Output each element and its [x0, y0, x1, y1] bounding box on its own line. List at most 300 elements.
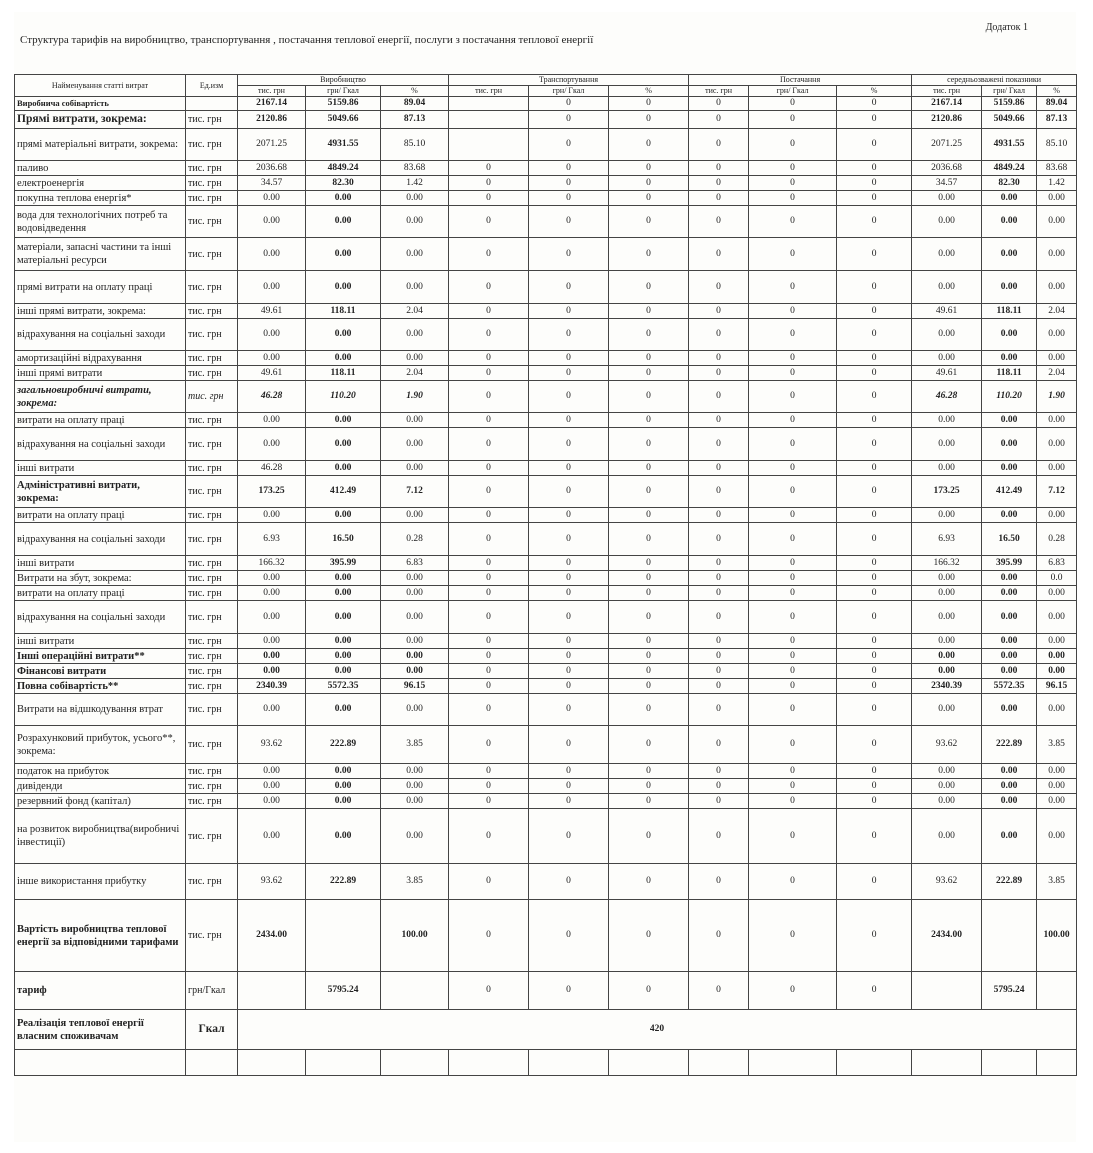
cell-value: 5795.24 — [982, 972, 1037, 1010]
cell-value: 0 — [609, 571, 689, 586]
cell-value: 82.30 — [982, 176, 1037, 191]
row-unit: тис. грн — [186, 726, 238, 764]
cell-value: 0 — [529, 694, 609, 726]
cell-value: 0.00 — [238, 664, 306, 679]
cell-value: 5159.86 — [982, 97, 1037, 111]
empty-cell — [749, 1050, 837, 1076]
cell-value: 0.00 — [1037, 238, 1077, 271]
cell-value: 412.49 — [982, 476, 1037, 508]
cell-value: 0 — [609, 319, 689, 351]
row-name: Розрахунковий прибуток, усього**, зокрема: — [15, 726, 186, 764]
cell-value: 0 — [609, 428, 689, 461]
cell-value: 0 — [837, 864, 912, 900]
cell-value: 0.00 — [238, 351, 306, 366]
cell-value: 0 — [609, 508, 689, 523]
row-name: Повна собівартість** — [15, 679, 186, 694]
cell-value: 0 — [837, 764, 912, 779]
cell-value: 173.25 — [238, 476, 306, 508]
table-row — [15, 97, 1077, 111]
cell-value: 0 — [449, 319, 529, 351]
realization-value: 420 — [238, 1010, 1077, 1050]
empty-cell — [609, 1050, 689, 1076]
cell-value: 2167.14 — [912, 97, 982, 111]
row-name: амортизаційні відрахування — [15, 351, 186, 366]
cell-value: 0.00 — [238, 571, 306, 586]
cell-value: 0.00 — [381, 508, 449, 523]
cell-value: 222.89 — [306, 864, 381, 900]
cell-value: 4849.24 — [306, 161, 381, 176]
cell-value: 166.32 — [912, 556, 982, 571]
cell-value: 0 — [449, 161, 529, 176]
cell-value: 0.00 — [982, 649, 1037, 664]
cell-value: 0 — [529, 634, 609, 649]
table-row — [15, 111, 1077, 129]
tariff-table — [14, 74, 1077, 1076]
cell-value: 1.42 — [381, 176, 449, 191]
empty-cell — [15, 1050, 186, 1076]
cell-value: 2120.86 — [238, 111, 306, 129]
cell-value: 96.15 — [381, 679, 449, 694]
sub-p: % — [381, 86, 449, 97]
cell-value: 0 — [749, 129, 837, 161]
cell-value: 0.00 — [381, 319, 449, 351]
cell-value: 0 — [529, 191, 609, 206]
cell-value: 0 — [449, 428, 529, 461]
table-row — [15, 649, 1077, 664]
cell-value: 0 — [609, 972, 689, 1010]
cell-value: 0 — [689, 571, 749, 586]
cell-value: 0 — [449, 191, 529, 206]
row-name: на розвиток виробництва(виробничі інвестиції) — [15, 809, 186, 864]
cell-value: 0 — [529, 601, 609, 634]
cell-value: 46.28 — [238, 381, 306, 413]
cell-value — [381, 972, 449, 1010]
cell-value: 0.00 — [306, 206, 381, 238]
table-row — [15, 571, 1077, 586]
cell-value: 0 — [529, 679, 609, 694]
row-name: інші витрати — [15, 461, 186, 476]
cell-value: 0 — [449, 556, 529, 571]
row-name: матеріали, запасні частини та інші матеріальні ресурси — [15, 238, 186, 271]
empty-cell — [689, 1050, 749, 1076]
cell-value: 0 — [749, 381, 837, 413]
table-row — [15, 694, 1077, 726]
cell-value: 0 — [529, 571, 609, 586]
cell-value: 100.00 — [381, 900, 449, 972]
cell-value: 16.50 — [306, 523, 381, 556]
cell-value: 0 — [749, 972, 837, 1010]
cell-value: 0 — [609, 523, 689, 556]
cell-value: 0 — [749, 461, 837, 476]
header-production: Виробництво — [238, 75, 449, 86]
table-row — [15, 129, 1077, 161]
cell-value: 0 — [449, 601, 529, 634]
cell-value: 100.00 — [1037, 900, 1077, 972]
row-unit: тис. грн — [186, 586, 238, 601]
row-unit: тис. грн — [186, 649, 238, 664]
cell-value: 0 — [837, 271, 912, 304]
cell-value: 222.89 — [982, 726, 1037, 764]
cell-value: 0.00 — [381, 206, 449, 238]
cell-value: 0 — [609, 726, 689, 764]
cell-value: 0.00 — [912, 634, 982, 649]
cell-value: 0 — [837, 586, 912, 601]
cell-value: 0.00 — [1037, 634, 1077, 649]
cell-value: 2036.68 — [912, 161, 982, 176]
cell-value — [912, 972, 982, 1010]
cell-value: 0.00 — [381, 413, 449, 428]
cell-value: 96.15 — [1037, 679, 1077, 694]
cell-value: 0 — [837, 428, 912, 461]
cell-value: 0.00 — [982, 191, 1037, 206]
annex-label: Додаток 1 — [985, 22, 1028, 33]
cell-value: 0 — [837, 571, 912, 586]
cell-value: 5795.24 — [306, 972, 381, 1010]
cell-value: 0.00 — [381, 764, 449, 779]
cell-value: 0 — [749, 556, 837, 571]
cell-value: 0.00 — [1037, 319, 1077, 351]
cell-value: 0 — [837, 634, 912, 649]
cell-value: 2167.14 — [238, 97, 306, 111]
cell-value: 0.00 — [1037, 191, 1077, 206]
table-row — [15, 764, 1077, 779]
cell-value: 0 — [449, 864, 529, 900]
cell-value: 0 — [689, 476, 749, 508]
cell-value: 7.12 — [1037, 476, 1077, 508]
table-row — [15, 271, 1077, 304]
cell-value: 0 — [749, 809, 837, 864]
row-unit: тис. грн — [186, 794, 238, 809]
cell-value: 89.04 — [1037, 97, 1077, 111]
empty-cell — [982, 1050, 1037, 1076]
cell-value: 0 — [837, 413, 912, 428]
cell-value: 7.12 — [381, 476, 449, 508]
cell-value: 0.00 — [306, 664, 381, 679]
cell-value: 0.00 — [982, 319, 1037, 351]
row-name: Прямі витрати, зокрема: — [15, 111, 186, 129]
cell-value: 0 — [529, 476, 609, 508]
cell-value: 0 — [529, 381, 609, 413]
cell-value: 0 — [449, 679, 529, 694]
cell-value: 0 — [529, 428, 609, 461]
row-name: паливо — [15, 161, 186, 176]
empty-cell — [912, 1050, 982, 1076]
cell-value: 6.83 — [1037, 556, 1077, 571]
empty-cell — [186, 1050, 238, 1076]
cell-value: 0.00 — [381, 586, 449, 601]
empty-cell — [381, 1050, 449, 1076]
cell-value: 0 — [449, 972, 529, 1010]
cell-value: 0 — [609, 413, 689, 428]
cell-value: 0.00 — [381, 191, 449, 206]
cell-value: 0 — [837, 366, 912, 381]
table-row — [15, 508, 1077, 523]
cell-value: 0.00 — [238, 428, 306, 461]
cell-value: 1.42 — [1037, 176, 1077, 191]
row-unit: тис. грн — [186, 634, 238, 649]
cell-value: 0.00 — [381, 694, 449, 726]
cell-value: 395.99 — [306, 556, 381, 571]
cell-value: 16.50 — [982, 523, 1037, 556]
table-row — [15, 900, 1077, 972]
cell-value: 166.32 — [238, 556, 306, 571]
table-row — [15, 366, 1077, 381]
table-row — [15, 972, 1077, 1010]
sub-p: % — [609, 86, 689, 97]
cell-value: 0.00 — [306, 586, 381, 601]
sub-p: % — [1037, 86, 1077, 97]
cell-value: 0 — [529, 664, 609, 679]
cell-value: 0 — [689, 864, 749, 900]
cell-value: 0.00 — [238, 764, 306, 779]
cell-value: 0 — [837, 972, 912, 1010]
cell-value: 0 — [837, 206, 912, 238]
cell-value: 0.00 — [982, 694, 1037, 726]
cell-value: 0 — [749, 864, 837, 900]
cell-value: 0 — [529, 900, 609, 972]
cell-value: 2.04 — [1037, 366, 1077, 381]
table-row — [15, 319, 1077, 351]
cell-value: 6.93 — [912, 523, 982, 556]
table-row — [15, 238, 1077, 271]
cell-value: 34.57 — [912, 176, 982, 191]
cell-value: 49.61 — [912, 304, 982, 319]
cell-value: 0.00 — [306, 461, 381, 476]
cell-value: 0 — [689, 523, 749, 556]
cell-value: 0.00 — [306, 779, 381, 794]
cell-value: 0.00 — [381, 779, 449, 794]
cell-value: 0 — [609, 271, 689, 304]
cell-value: 49.61 — [238, 304, 306, 319]
cell-value: 0.00 — [982, 271, 1037, 304]
cell-value: 85.10 — [1037, 129, 1077, 161]
row-name: Витрати на збут, зокрема: — [15, 571, 186, 586]
cell-value: 0 — [749, 176, 837, 191]
cell-value: 0 — [837, 476, 912, 508]
cell-value: 0.00 — [912, 191, 982, 206]
cell-value: 0 — [689, 664, 749, 679]
cell-value: 0.00 — [306, 271, 381, 304]
cell-value: 0.00 — [912, 664, 982, 679]
cell-value: 0.00 — [306, 764, 381, 779]
table-row — [15, 304, 1077, 319]
row-name: інші витрати — [15, 556, 186, 571]
cell-value: 0 — [749, 900, 837, 972]
row-unit: грн/Гкал — [186, 972, 238, 1010]
cell-value: 0 — [449, 304, 529, 319]
cell-value: 0.00 — [381, 601, 449, 634]
row-unit: тис. грн — [186, 461, 238, 476]
cell-value: 0.00 — [1037, 601, 1077, 634]
empty-cell — [837, 1050, 912, 1076]
cell-value: 0 — [609, 304, 689, 319]
cell-value: 0 — [749, 664, 837, 679]
cell-value: 0.00 — [912, 271, 982, 304]
row-unit: тис. грн — [186, 900, 238, 972]
cell-value — [306, 900, 381, 972]
cell-value: 0 — [609, 586, 689, 601]
table-row — [15, 381, 1077, 413]
row-unit: тис. грн — [186, 679, 238, 694]
cell-value: 0 — [449, 586, 529, 601]
cell-value: 0 — [837, 191, 912, 206]
cell-value: 0.00 — [912, 508, 982, 523]
cell-value: 0.00 — [238, 206, 306, 238]
cell-value: 0 — [749, 571, 837, 586]
empty-cell — [238, 1050, 306, 1076]
cell-value: 0.00 — [306, 508, 381, 523]
cell-value: 0 — [749, 271, 837, 304]
cell-value: 0 — [689, 238, 749, 271]
cell-value: 0 — [689, 381, 749, 413]
cell-value: 0 — [689, 764, 749, 779]
cell-value: 0 — [837, 523, 912, 556]
cell-value: 0 — [449, 508, 529, 523]
row-unit: тис. грн — [186, 351, 238, 366]
cell-value: 0 — [609, 206, 689, 238]
cell-value: 0.00 — [912, 779, 982, 794]
empty-cell — [306, 1050, 381, 1076]
row-name: дивіденди — [15, 779, 186, 794]
row-name: інші прямі витрати, зокрема: — [15, 304, 186, 319]
cell-value: 0.00 — [982, 238, 1037, 271]
row-name: витрати на оплату праці — [15, 586, 186, 601]
cell-value: 173.25 — [912, 476, 982, 508]
row-name: вода для технологічних потреб та водовідведення — [15, 206, 186, 238]
cell-value: 118.11 — [982, 366, 1037, 381]
table-row — [15, 461, 1077, 476]
cell-value: 0 — [689, 900, 749, 972]
cell-value: 0.00 — [1037, 694, 1077, 726]
cell-value: 0.00 — [238, 601, 306, 634]
cell-value: 0.00 — [982, 586, 1037, 601]
cell-value: 0.00 — [1037, 461, 1077, 476]
cell-value: 0 — [529, 304, 609, 319]
row-unit: тис. грн — [186, 523, 238, 556]
cell-value: 0 — [689, 634, 749, 649]
row-unit: тис. грн — [186, 779, 238, 794]
cell-value: 0 — [689, 649, 749, 664]
cell-value: 0 — [689, 972, 749, 1010]
cell-value: 82.30 — [306, 176, 381, 191]
cell-value: 0 — [449, 794, 529, 809]
cell-value: 0.00 — [306, 319, 381, 351]
cell-value: 0 — [749, 764, 837, 779]
cell-value: 0 — [609, 556, 689, 571]
row-unit: тис. грн — [186, 428, 238, 461]
cell-value: 0 — [609, 664, 689, 679]
cell-value: 4931.55 — [982, 129, 1037, 161]
cell-value: 5049.66 — [306, 111, 381, 129]
cell-value: 0.00 — [982, 508, 1037, 523]
cell-value: 3.85 — [1037, 864, 1077, 900]
cell-value: 5159.86 — [306, 97, 381, 111]
cell-value: 395.99 — [982, 556, 1037, 571]
table-row — [15, 206, 1077, 238]
cell-value: 0 — [837, 351, 912, 366]
row-unit: тис. грн — [186, 571, 238, 586]
cell-value: 5572.35 — [982, 679, 1037, 694]
row-unit: тис. грн — [186, 191, 238, 206]
cell-value: 0 — [749, 304, 837, 319]
cell-value: 0.00 — [238, 191, 306, 206]
row-unit: тис. грн — [186, 129, 238, 161]
cell-value: 89.04 — [381, 97, 449, 111]
cell-value: 0 — [529, 97, 609, 111]
cell-value: 0.00 — [1037, 271, 1077, 304]
cell-value: 0.00 — [381, 634, 449, 649]
cell-value: 2340.39 — [912, 679, 982, 694]
cell-value: 0 — [529, 809, 609, 864]
cell-value: 0 — [609, 476, 689, 508]
cell-value: 3.85 — [1037, 726, 1077, 764]
cell-value: 0.00 — [306, 238, 381, 271]
cell-value: 0.00 — [306, 794, 381, 809]
cell-value: 0.00 — [982, 461, 1037, 476]
cell-value: 0 — [529, 461, 609, 476]
cell-value: 0 — [837, 679, 912, 694]
row-unit: тис. грн — [186, 864, 238, 900]
cell-value: 0 — [449, 764, 529, 779]
cell-value: 412.49 — [306, 476, 381, 508]
cell-value: 0 — [689, 461, 749, 476]
sub-k: тис. грн — [912, 86, 982, 97]
cell-value: 2434.00 — [238, 900, 306, 972]
cell-value: 0 — [609, 764, 689, 779]
cell-value: 0 — [689, 694, 749, 726]
cell-value: 5572.35 — [306, 679, 381, 694]
cell-value: 0.00 — [1037, 794, 1077, 809]
cell-value: 0 — [609, 461, 689, 476]
row-name: витрати на оплату праці — [15, 413, 186, 428]
cell-value: 0.00 — [381, 794, 449, 809]
cell-value: 0.00 — [912, 794, 982, 809]
sub-g: грн/ Гкал — [749, 86, 837, 97]
cell-value: 0.00 — [982, 601, 1037, 634]
table-row — [15, 556, 1077, 571]
cell-value: 2.04 — [1037, 304, 1077, 319]
cell-value: 0 — [837, 649, 912, 664]
table-row — [15, 679, 1077, 694]
cell-value: 0 — [837, 111, 912, 129]
sub-g: грн/ Гкал — [306, 86, 381, 97]
cell-value: 0 — [837, 601, 912, 634]
cell-value — [449, 111, 529, 129]
row-unit: тис. грн — [186, 381, 238, 413]
cell-value: 0 — [837, 319, 912, 351]
cell-value: 222.89 — [306, 726, 381, 764]
cell-value: 0 — [609, 864, 689, 900]
cell-value: 2.04 — [381, 366, 449, 381]
cell-value: 0.00 — [1037, 809, 1077, 864]
table-row — [15, 191, 1077, 206]
tariff-table-body — [15, 75, 1077, 1076]
cell-value: 0 — [449, 664, 529, 679]
cell-value: 0 — [689, 351, 749, 366]
cell-value: 0.00 — [982, 664, 1037, 679]
cell-value: 2340.39 — [238, 679, 306, 694]
cell-value: 0 — [449, 238, 529, 271]
cell-value: 118.11 — [982, 304, 1037, 319]
cell-value: 0.00 — [306, 634, 381, 649]
cell-value: 0 — [449, 366, 529, 381]
table-row — [15, 176, 1077, 191]
header-weighted: середньозважені показники — [912, 75, 1077, 86]
cell-value: 0.00 — [238, 508, 306, 523]
cell-value: 0 — [529, 271, 609, 304]
cell-value: 0 — [449, 351, 529, 366]
row-name: резервний фонд (капітал) — [15, 794, 186, 809]
